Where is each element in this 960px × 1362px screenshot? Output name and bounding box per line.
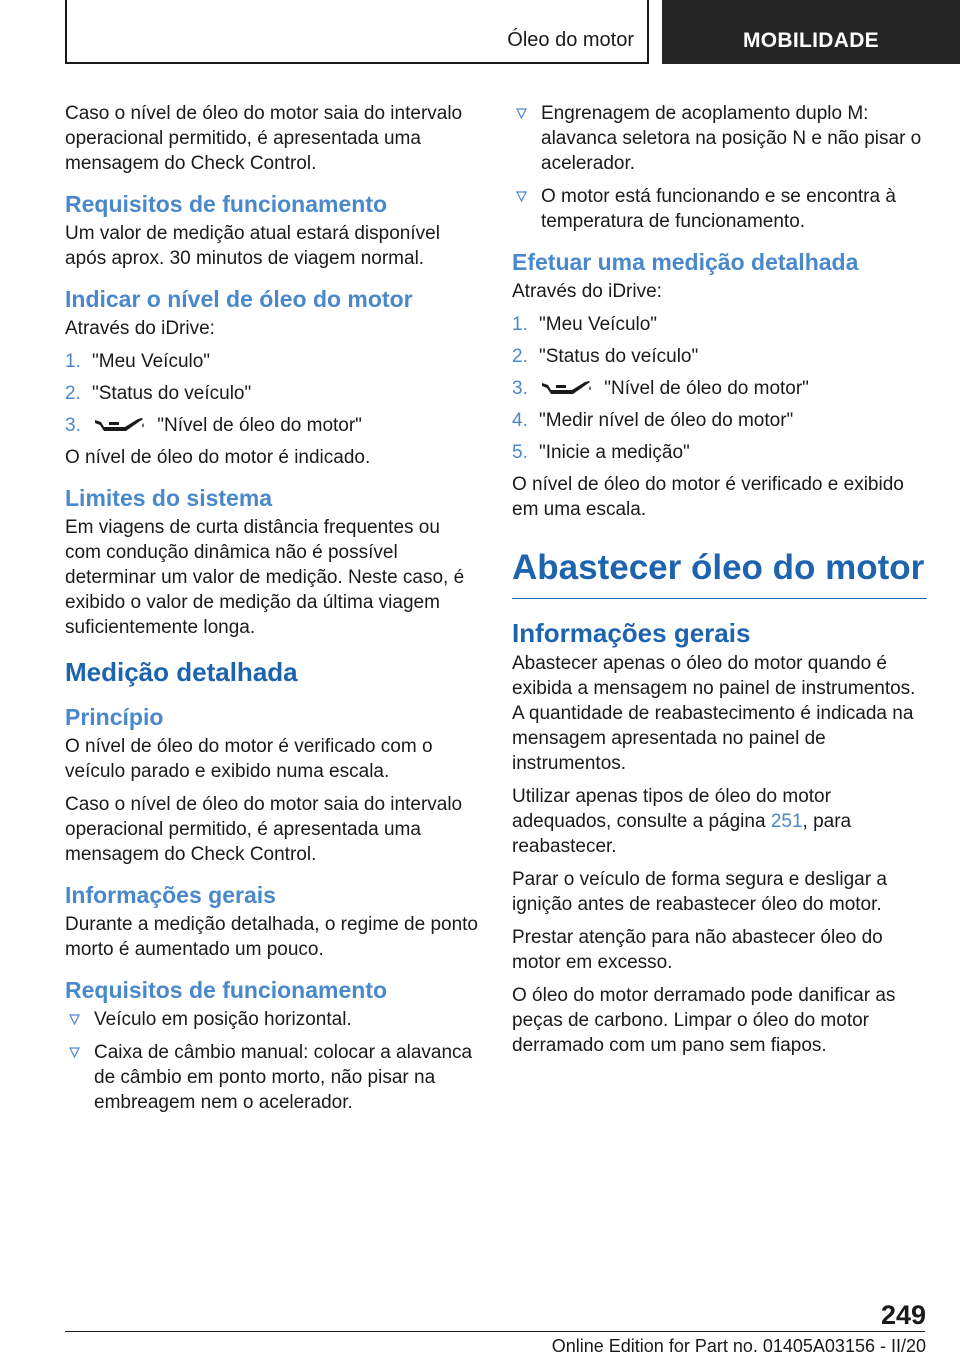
- principle-paragraph: O nível de óleo do motor é verificado com o veículo parado e exibido numa escala.: [65, 736, 433, 782]
- general-paragraph-2: [512, 784, 927, 859]
- list-item: [512, 440, 927, 465]
- bullet-text: Engrenagem de acoplamento duplo M: alavanca seletora na posição N e não pisar o acelerador.: [541, 103, 922, 174]
- list-item: [512, 184, 927, 234]
- step-number: 1.: [512, 314, 528, 335]
- list-item: [512, 376, 927, 401]
- list-item: [512, 101, 927, 176]
- list-item: [65, 381, 480, 406]
- limits-paragraph: Em viagens de curta distância frequentes ou com condução dinâmica não é possível determinar um valor de medição. Neste caso, é exibido o valor de medição da última viagem suficientemente longa.: [65, 517, 465, 638]
- footer-edition: Online Edition for Part no. 01405A03156 - II/20: [551, 1336, 926, 1356]
- step-text: "Meu Veículo": [92, 351, 211, 372]
- list-item: [65, 1040, 480, 1115]
- principle-paragraph-2: Caso o nível de óleo do motor saia do intervalo operacional permitido, é apresentada uma mensagem do Check Control.: [65, 794, 463, 865]
- heading-general-info-right: Informações gerais: [512, 618, 751, 648]
- via-idrive-text: Através do iDrive:: [65, 318, 215, 339]
- triangle-bullet-icon: [69, 1047, 80, 1058]
- via-idrive-text: Através do iDrive:: [512, 281, 662, 302]
- list-item: [65, 349, 480, 374]
- step-text: "Medir nível de óleo do motor": [539, 410, 794, 431]
- step-text: "Nível de óleo do motor": [604, 378, 809, 399]
- step-text: "Status do veículo": [539, 346, 699, 367]
- general-paragraph-2-start: Utilizar apenas tipos de óleo do motor adequados, consulte a página: [512, 786, 831, 832]
- triangle-bullet-icon: [69, 1014, 80, 1025]
- oil-can-icon: [92, 414, 146, 434]
- left-column: [65, 101, 480, 1123]
- header-chapter-tab: [662, 0, 960, 64]
- bullet-text: Caixa de câmbio manual: colocar a alavanca de câmbio em ponto morto, não pisar na embreagem nem o acelerador.: [94, 1042, 473, 1113]
- list-item: [512, 312, 927, 337]
- header-section-title: Óleo do motor: [507, 29, 634, 51]
- indicate-steps-list: [65, 349, 480, 438]
- header-chapter-title: MOBILIDADE: [743, 29, 879, 52]
- page-reference-link[interactable]: 251: [770, 811, 803, 832]
- general-paragraph-4: Prestar atenção para não abastecer óleo do motor em excesso.: [512, 927, 883, 973]
- footer-divider: [65, 1331, 925, 1332]
- bullet-text: O motor está funcionando e se encontra à temperatura de funcionamento.: [541, 186, 896, 232]
- requirements-paragraph: Um valor de medição atual estará disponível após aprox. 30 minutos de viagem normal.: [65, 223, 440, 269]
- step-number: 3.: [512, 378, 528, 399]
- list-item: [512, 408, 927, 433]
- requirements-list: [65, 1007, 480, 1115]
- step-number: 3.: [65, 415, 81, 436]
- step-text: "Meu Veículo": [539, 314, 658, 335]
- general-paragraph-5: O óleo do motor derramado pode danificar as peças de carbono. Limpar o óleo do motor derramado com um pano sem fiapos.: [512, 985, 896, 1056]
- indicated-paragraph: O nível de óleo do motor é indicado.: [65, 447, 371, 468]
- measurement-steps-list: [512, 312, 927, 465]
- bullet-text: Veículo em posição horizontal.: [94, 1009, 352, 1030]
- step-text: "Status do veículo": [92, 383, 252, 404]
- triangle-bullet-icon: [516, 108, 527, 119]
- step-text: "Nível de óleo do motor": [157, 415, 362, 436]
- triangle-bullet-icon: [516, 191, 527, 202]
- heading-requirements-2: Requisitos de funcionamento: [65, 977, 388, 1003]
- right-column: [512, 101, 927, 1066]
- step-number: 4.: [512, 410, 528, 431]
- list-item: [65, 413, 480, 438]
- general-paragraph-left: Durante a medição detalhada, o regime de ponto morto é aumentado um pouco.: [65, 914, 478, 960]
- step-text: "Inicie a medição": [539, 442, 690, 463]
- step-number: 1.: [65, 351, 81, 372]
- heading-indicate-oil-level: Indicar o nível de óleo do motor: [65, 286, 413, 312]
- verified-paragraph: O nível de óleo do motor é verificado e exibido em uma escala.: [512, 474, 904, 520]
- step-number: 2.: [65, 383, 81, 404]
- oil-can-icon: [539, 377, 593, 397]
- page-number: 249: [880, 1300, 926, 1330]
- heading-principle: Princípio: [65, 704, 164, 730]
- heading-general-info-left: Informações gerais: [65, 882, 276, 908]
- header-section-tab: [65, 0, 649, 64]
- list-item: [65, 1007, 480, 1032]
- general-paragraph-3: Parar o veículo de forma segura e desligar a ignição antes de reabastecer óleo do motor.: [512, 869, 887, 915]
- step-number: 5.: [512, 442, 528, 463]
- heading-requirements-1: Requisitos de funcionamento: [65, 191, 388, 217]
- heading-perform-detailed-measurement: Efetuar uma medição detalhada: [512, 249, 859, 275]
- list-item: [512, 344, 927, 369]
- heading-system-limits: Limites do sistema: [65, 485, 273, 511]
- requirements-list-continued: [512, 101, 927, 234]
- intro-paragraph: Caso o nível de óleo do motor saia do intervalo operacional permitido, é apresentada uma mensagem do Check Control.: [65, 103, 463, 174]
- heading-detailed-measurement: Medição detalhada: [65, 657, 298, 687]
- step-number: 2.: [512, 346, 528, 367]
- general-paragraph-2-end: , para reabastecer.: [512, 811, 852, 857]
- general-paragraph-1: Abastecer apenas o óleo do motor quando é exibida a mensagem no painel de instrumentos. A quantidade de reabastecimento é indicada na mensagem apresentada no painel de instrumentos.: [512, 653, 916, 774]
- heading-refill-engine-oil: Abastecer óleo do motor: [512, 546, 927, 599]
